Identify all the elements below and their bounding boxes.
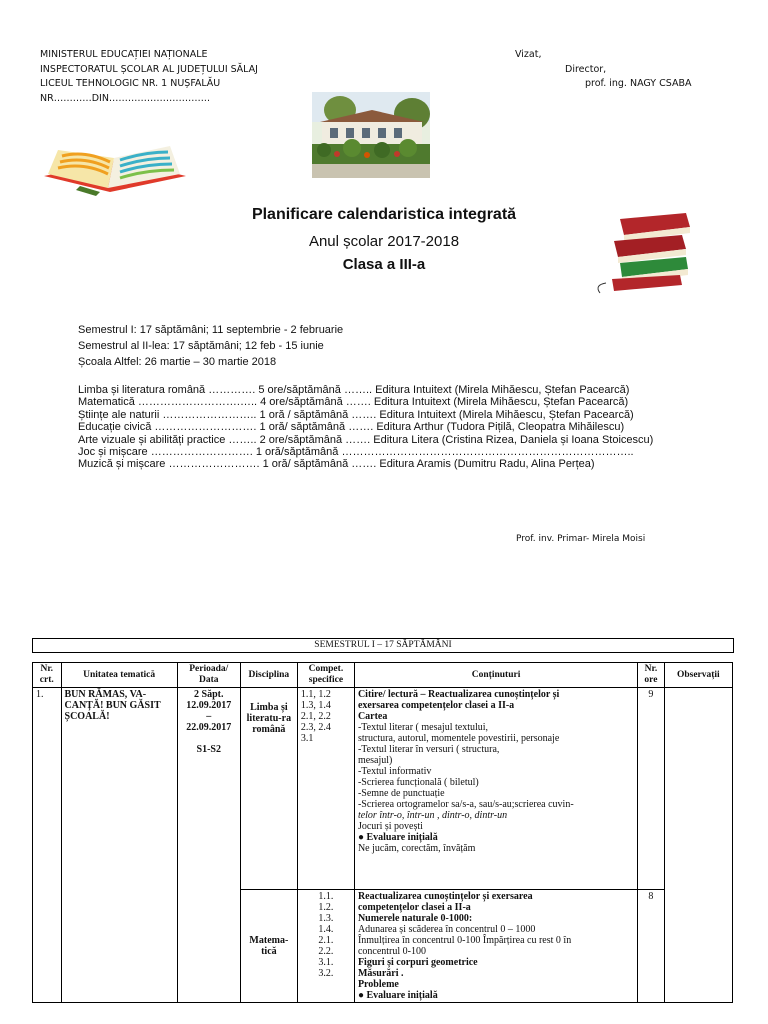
ministry-line: MINISTERUL EDUCAȚIEI NAȚIONALE [40,49,208,60]
registration-line: NR…………DIN………………………….. [40,92,210,104]
table-row [33,688,733,890]
discipline-cell-math: Matema-tică [240,890,297,1003]
content-line: -Scrierea funcțională ( biletul) [357,777,479,788]
semester-2-line: Semestrul al II-lea: 17 săptămâni; 12 feb - 15 iunie [78,340,324,352]
content-line: Adunarea și scăderea în concentrul 0 – 1000 [357,924,536,935]
content-line: -Textul literar în versuri ( structura, [357,744,500,755]
discipline-math: Matematică ……………………….….. 4 ore/săptămână ……. Editura Intuitext (Mirela Mihăescu, Ștefan Pacearcă) [78,396,629,409]
content-line: -Semne de punctuație [357,788,445,799]
planning-table [32,662,733,1003]
institution-header [40,48,258,106]
content-line: Numerele naturale 0-1000: [357,913,473,924]
table-header-row [33,663,733,688]
competence-item: 2.3, 2.4 [300,722,331,733]
content-line: Reactualizarea cunoștințelor și exersarea [357,891,533,902]
class-label: Clasa a III-a [342,256,426,273]
period-end: 22.09.2017 [186,722,232,733]
period-start: 12.09.2017 [186,700,232,711]
content-line: Înmulțirea în concentrul 0-100 Împărțirea cu rest 0 în [357,935,572,946]
competences-cell-math [297,890,354,1003]
header-contents: Conținuturi [354,663,637,688]
thematic-unit: BUN RĂMAS, VA-CANȚĂ! BUN GĂSIT ȘCOALĂ! [61,688,177,1003]
competence-item: 2.1. [318,935,334,946]
header-competences: Compet. specifice [297,663,354,688]
competence-item: 3.1 [300,733,314,744]
row-number: 1. [33,688,62,1003]
content-line: Cartea [357,711,388,722]
contents-cell-romanian [354,688,637,890]
header-hours: Nr. ore [638,663,664,688]
director-label: Director, [565,63,607,75]
school-building-image [312,92,430,178]
header-period: Perioada/ Data [177,663,240,688]
discipline-list [78,384,653,471]
semester-1-line: Semestrul I: 17 săptămâni; 11 septembrie - 2 februarie [78,324,344,336]
contents-cell-math [354,890,637,1003]
open-book-image [40,140,190,212]
competence-item: 1.3, 1.4 [300,700,331,711]
hours-cell-math: 8 [638,890,664,1003]
discipline-cell-romanian: Limba și literatu-ra română [240,688,297,890]
content-line: Jocuri și povești [357,821,423,832]
period-spacer [181,733,237,744]
discipline-arts: Arte vizuale și abilități practice …….. 2 ore/săptămână ……. Editura Litera (Cristina Rizea, Daniela și Ioana Stoicescu) [78,433,654,446]
period-weeks-code: S1-S2 [196,744,221,755]
content-line: Probleme [357,979,399,990]
competences-cell-romanian [297,688,354,890]
competence-item: 1.3. [318,913,334,924]
period-cell [177,688,240,1003]
content-line: exersarea competențelor clasei a II-a [357,700,515,711]
competence-item: 2.2. [318,946,334,957]
header-observations: Observații [664,663,732,688]
teacher-signature: Prof. inv. Primar- Mirela Moisi [516,534,646,544]
discipline-science: Științe ale naturii …………………….. 1 oră / săptămână ……. Editura Intuitext (Mirela Mihăescu, Ștefan Pacearcă) [78,408,634,421]
content-line: -Textul informativ [357,766,432,777]
competence-item: 1.1, 1.2 [300,689,331,700]
school-year: Anul școlar 2017-2018 [308,233,460,250]
content-line: Figuri și corpuri geometrice [357,957,478,968]
competence-item: 1.2. [318,902,334,913]
content-line: telor într-o, într-un , dintr-o, dintr-un [357,810,508,821]
content-line: ● Evaluare inițială [357,990,438,1001]
period-weeks: 2 Săpt. [194,689,224,700]
semester-bar: SEMESTRUL I – 17 SĂPTĂMÂNI [32,638,734,653]
discipline-music: Muzică și mișcare ……………………. 1 oră/ săptămână ……. Editura Aramis (Dumitru Radu, Alina Perțea) [78,458,595,471]
content-line: structura, autorul, momentele povestirii, personaje [357,733,560,744]
content-line: concentrul 0-100 [357,946,426,957]
period-dash: – [206,711,212,722]
content-line: -Textul literar ( mesajul textului, [357,722,489,733]
content-line: Ne jucăm, corectăm, învățăm [357,843,476,854]
semester-info [78,322,343,370]
content-line: Citire/ lectură – Reactualizarea cunoștințelor și [357,689,560,700]
competence-item: 2.1, 2.2 [300,711,331,722]
document-title: Planificare calendaristica integrată [251,206,517,223]
approval-block [515,48,691,92]
competence-item: 3.2. [318,968,334,979]
competence-item: 1.4. [318,924,334,935]
content-line: -Scrierea ortogramelor sa/s-a, sau/s-au;scrierea cuvin- [357,799,574,810]
altfel-line: Școala Altfel: 26 martie – 30 martie 2018 [78,356,277,368]
content-line: ● Evaluare inițială [357,832,438,843]
header-discipline: Disciplina [240,663,297,688]
approved-label: Vizat, [515,49,542,60]
content-line: mesajul) [357,755,393,766]
inspectorate-line: INSPECTORATUL ȘCOLAR AL JUDEȚULUI SĂLAJ [40,63,258,75]
header-unit: Unitatea tematică [61,663,177,688]
discipline-sport: Joc și mișcare ………………………. 1 oră/săptămână …………………………………………………………………….. [78,446,634,459]
header-nr: Nr. crt. [33,663,62,688]
school-line: LICEUL TEHNOLOGIC NR. 1 NUȘFALĂU [40,78,221,89]
content-line: Măsurări . [357,968,404,979]
hours-cell-romanian: 9 [638,688,664,890]
competence-item: 1.1. [318,891,334,902]
director-name: prof. ing. NAGY CSABA [585,78,692,89]
discipline-romanian: Limba și literatura română …………. 5 ore/săptămână …….. Editura Intuitext (Mirela Mihăescu, Ștefan Pacearcă) [78,384,630,396]
content-line: competențelor clasei a II-a [357,902,471,913]
competence-item: 3.1. [318,957,334,968]
discipline-civics: Educație civică ………………………. 1 oră/ săptămână ……. Editura Arthur (Tudora Pițilă, Cleopatra Mihăilescu) [78,421,625,434]
observations-cell [664,688,732,1003]
